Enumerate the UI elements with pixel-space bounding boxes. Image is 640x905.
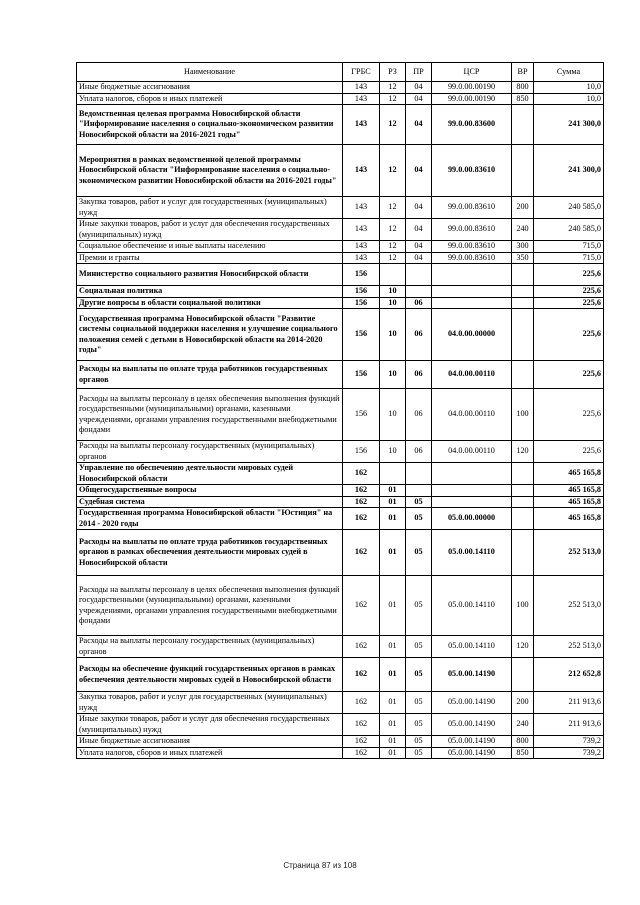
cell-pr: 05 <box>406 636 432 658</box>
cell-name: Расходы на выплаты персоналу в целях обеспечения выполнения функций государственными (муниципальными) органами, казенными учреждениями, органами управления государственными внебюджетными фондами <box>77 576 343 636</box>
cell-rz: 01 <box>380 485 406 497</box>
cell-grbs: 156 <box>343 361 380 389</box>
cell-pr: 06 <box>406 361 432 389</box>
header-sum: Сумма <box>534 63 604 82</box>
table-row <box>77 252 604 264</box>
cell-pr: 05 <box>406 658 432 692</box>
cell-pr <box>406 463 432 485</box>
cell-sum: 225,6 <box>534 361 604 389</box>
cell-sum: 225,6 <box>534 297 604 309</box>
cell-sum: 225,6 <box>534 389 604 441</box>
cell-rz: 01 <box>380 658 406 692</box>
cell-csr <box>432 485 512 497</box>
cell-csr: 05.0.00.14190 <box>432 747 512 759</box>
cell-csr: 99.0.00.83610 <box>432 241 512 253</box>
table-row <box>77 463 604 485</box>
cell-sum: 465 165,8 <box>534 496 604 508</box>
cell-sum: 739,2 <box>534 747 604 759</box>
cell-vr: 350 <box>512 252 534 264</box>
cell-csr: 04.0.00.00110 <box>432 389 512 441</box>
cell-csr: 99.0.00.83600 <box>432 105 512 145</box>
cell-rz: 12 <box>380 105 406 145</box>
cell-csr <box>432 286 512 298</box>
cell-sum: 225,6 <box>534 441 604 463</box>
cell-pr: 05 <box>406 747 432 759</box>
cell-csr <box>432 264 512 286</box>
cell-csr <box>432 297 512 309</box>
cell-sum: 211 913,6 <box>534 714 604 736</box>
table-header-row <box>77 63 604 82</box>
cell-name: Уплата налогов, сборов и иных платежей <box>77 93 343 105</box>
cell-name: Мероприятия в рамках ведомственной целевой программы Новосибирской области "Информирование населения о социально-экономическом развитии Новосибирской области на 2016-2021 годы" <box>77 145 343 197</box>
cell-rz: 01 <box>380 576 406 636</box>
cell-csr: 04.0.00.00110 <box>432 361 512 389</box>
cell-vr: 240 <box>512 714 534 736</box>
cell-rz: 10 <box>380 297 406 309</box>
cell-sum: 225,6 <box>534 264 604 286</box>
table-row <box>77 145 604 197</box>
cell-pr: 06 <box>406 441 432 463</box>
cell-grbs: 156 <box>343 441 380 463</box>
cell-name: Иные закупки товаров, работ и услуг для обеспечения государственных (муниципальных) нужд <box>77 714 343 736</box>
cell-rz: 10 <box>380 441 406 463</box>
table-row <box>77 636 604 658</box>
cell-name: Социальная политика <box>77 286 343 298</box>
cell-vr <box>512 145 534 197</box>
cell-csr: 99.0.00.83610 <box>432 145 512 197</box>
cell-grbs: 156 <box>343 286 380 298</box>
table-row <box>77 93 604 105</box>
cell-grbs: 162 <box>343 714 380 736</box>
cell-pr: 04 <box>406 145 432 197</box>
cell-rz: 01 <box>380 496 406 508</box>
cell-vr <box>512 508 534 530</box>
cell-grbs: 156 <box>343 309 380 361</box>
table-row <box>77 286 604 298</box>
cell-name: Социальное обеспечение и иные выплаты населению <box>77 241 343 253</box>
cell-rz: 12 <box>380 219 406 241</box>
cell-pr: 04 <box>406 219 432 241</box>
cell-grbs: 143 <box>343 252 380 264</box>
cell-vr: 300 <box>512 241 534 253</box>
cell-vr <box>512 463 534 485</box>
cell-grbs: 156 <box>343 297 380 309</box>
cell-pr: 04 <box>406 197 432 219</box>
cell-vr <box>512 361 534 389</box>
cell-grbs: 162 <box>343 463 380 485</box>
cell-sum: 10,0 <box>534 93 604 105</box>
cell-grbs: 162 <box>343 692 380 714</box>
cell-grbs: 162 <box>343 496 380 508</box>
table-row <box>77 714 604 736</box>
cell-name: Уплата налогов, сборов и иных платежей <box>77 747 343 759</box>
cell-sum: 240 585,0 <box>534 197 604 219</box>
cell-rz: 01 <box>380 747 406 759</box>
page-number: Страница 87 из 108 <box>283 861 357 870</box>
cell-sum: 241 300,0 <box>534 145 604 197</box>
header-csr: ЦСР <box>432 63 512 82</box>
cell-vr: 800 <box>512 736 534 748</box>
cell-csr <box>432 463 512 485</box>
cell-name: Государственная программа Новосибирской области "Юстиция" на 2014 - 2020 годы <box>77 508 343 530</box>
cell-csr: 05.0.00.14110 <box>432 530 512 576</box>
cell-grbs: 162 <box>343 530 380 576</box>
cell-name: Закупка товаров, работ и услуг для государственных (муниципальных) нужд <box>77 197 343 219</box>
cell-name: Министерство социального развития Новосибирской области <box>77 264 343 286</box>
cell-vr <box>512 496 534 508</box>
cell-sum: 241 300,0 <box>534 105 604 145</box>
header-name: Наименование <box>77 63 343 82</box>
cell-name: Закупка товаров, работ и услуг для государственных (муниципальных) нужд <box>77 692 343 714</box>
cell-grbs: 162 <box>343 747 380 759</box>
table-row <box>77 361 604 389</box>
cell-vr: 200 <box>512 197 534 219</box>
cell-sum: 252 513,0 <box>534 576 604 636</box>
cell-rz: 01 <box>380 714 406 736</box>
table-row <box>77 197 604 219</box>
cell-pr: 05 <box>406 576 432 636</box>
cell-name: Государственная программа Новосибирской области "Развитие системы социальной поддержки населения и улучшение социального положения семей с детьми в Новосибирской области на 2014-2020 годы" <box>77 309 343 361</box>
cell-grbs: 143 <box>343 197 380 219</box>
cell-pr: 04 <box>406 252 432 264</box>
header-vr: ВР <box>512 63 534 82</box>
cell-grbs: 162 <box>343 658 380 692</box>
cell-pr: 04 <box>406 105 432 145</box>
cell-grbs: 143 <box>343 105 380 145</box>
cell-pr: 05 <box>406 692 432 714</box>
cell-name: Расходы на выплаты персоналу государственных (муниципальных) органов <box>77 636 343 658</box>
cell-csr <box>432 496 512 508</box>
header-pr: ПР <box>406 63 432 82</box>
cell-csr: 99.0.00.83610 <box>432 219 512 241</box>
cell-sum: 252 513,0 <box>534 530 604 576</box>
cell-csr: 04.0.00.00110 <box>432 441 512 463</box>
cell-vr: 200 <box>512 692 534 714</box>
cell-sum: 465 165,8 <box>534 508 604 530</box>
cell-csr: 99.0.00.00190 <box>432 93 512 105</box>
cell-csr: 05.0.00.14190 <box>432 658 512 692</box>
cell-name: Расходы на выплаты по оплате труда работников государственных органов <box>77 361 343 389</box>
table-body <box>77 82 604 759</box>
table-row <box>77 692 604 714</box>
cell-name: Другие вопросы в области социальной политики <box>77 297 343 309</box>
cell-sum: 739,2 <box>534 736 604 748</box>
cell-sum: 252 513,0 <box>534 636 604 658</box>
cell-name: Иные бюджетные ассигнования <box>77 736 343 748</box>
cell-vr <box>512 530 534 576</box>
cell-grbs: 143 <box>343 145 380 197</box>
table-row <box>77 736 604 748</box>
cell-rz: 12 <box>380 197 406 219</box>
cell-pr <box>406 264 432 286</box>
cell-csr: 05.0.00.00000 <box>432 508 512 530</box>
table-row <box>77 747 604 759</box>
header-grbs: ГРБС <box>343 63 380 82</box>
cell-rz: 01 <box>380 736 406 748</box>
cell-rz: 10 <box>380 286 406 298</box>
cell-pr <box>406 485 432 497</box>
cell-vr: 800 <box>512 82 534 94</box>
cell-csr: 05.0.00.14190 <box>432 714 512 736</box>
cell-grbs: 143 <box>343 219 380 241</box>
cell-sum: 212 652,8 <box>534 658 604 692</box>
table-row <box>77 441 604 463</box>
cell-vr <box>512 264 534 286</box>
cell-csr: 05.0.00.14110 <box>432 576 512 636</box>
table-row <box>77 297 604 309</box>
cell-csr: 99.0.00.83610 <box>432 252 512 264</box>
cell-name: Управление по обеспечению деятельности мировых судей Новосибирской области <box>77 463 343 485</box>
cell-vr: 850 <box>512 93 534 105</box>
cell-grbs: 162 <box>343 485 380 497</box>
cell-vr: 120 <box>512 441 534 463</box>
cell-rz: 01 <box>380 530 406 576</box>
cell-vr <box>512 309 534 361</box>
table-row <box>77 576 604 636</box>
cell-name: Расходы на обеспечение функций государственных органов в рамках обеспечения деятельности мировых судей в Новосибирской области <box>77 658 343 692</box>
cell-grbs: 162 <box>343 636 380 658</box>
table-row <box>77 264 604 286</box>
cell-grbs: 162 <box>343 508 380 530</box>
cell-grbs: 143 <box>343 82 380 94</box>
cell-grbs: 162 <box>343 576 380 636</box>
cell-sum: 211 913,6 <box>534 692 604 714</box>
cell-vr <box>512 105 534 145</box>
cell-rz: 12 <box>380 93 406 105</box>
cell-rz: 10 <box>380 389 406 441</box>
cell-vr <box>512 297 534 309</box>
cell-pr: 05 <box>406 736 432 748</box>
cell-name: Расходы на выплаты по оплате труда работников государственных органов в рамках обеспечения деятельности мировых судей в Новосибирской области <box>77 530 343 576</box>
cell-csr: 04.0.00.00000 <box>432 309 512 361</box>
cell-rz <box>380 264 406 286</box>
cell-rz <box>380 463 406 485</box>
cell-pr: 04 <box>406 93 432 105</box>
cell-rz: 12 <box>380 82 406 94</box>
table-row <box>77 508 604 530</box>
cell-grbs: 143 <box>343 241 380 253</box>
cell-vr <box>512 658 534 692</box>
cell-vr: 100 <box>512 389 534 441</box>
table-row <box>77 658 604 692</box>
cell-csr: 99.0.00.83610 <box>432 197 512 219</box>
cell-pr: 04 <box>406 241 432 253</box>
table-row <box>77 309 604 361</box>
table-row <box>77 219 604 241</box>
cell-vr: 120 <box>512 636 534 658</box>
cell-pr: 06 <box>406 309 432 361</box>
cell-sum: 465 165,8 <box>534 485 604 497</box>
cell-pr: 05 <box>406 496 432 508</box>
cell-pr: 06 <box>406 297 432 309</box>
cell-pr: 06 <box>406 389 432 441</box>
cell-sum: 225,6 <box>534 309 604 361</box>
cell-name: Иные закупки товаров, работ и услуг для обеспечения государственных (муниципальных) нужд <box>77 219 343 241</box>
header-rz: РЗ <box>380 63 406 82</box>
cell-sum: 240 585,0 <box>534 219 604 241</box>
cell-vr: 100 <box>512 576 534 636</box>
cell-name: Расходы на выплаты персоналу в целях обеспечения выполнения функций государственными (муниципальными) органами, казенными учреждениями, органами управления государственными внебюджетными фондами <box>77 389 343 441</box>
table-row <box>77 530 604 576</box>
table-row <box>77 496 604 508</box>
cell-rz: 12 <box>380 145 406 197</box>
cell-rz: 01 <box>380 636 406 658</box>
cell-rz: 10 <box>380 361 406 389</box>
table-row <box>77 105 604 145</box>
cell-rz: 12 <box>380 241 406 253</box>
cell-sum: 715,0 <box>534 241 604 253</box>
cell-pr: 05 <box>406 714 432 736</box>
cell-grbs: 143 <box>343 93 380 105</box>
cell-csr: 05.0.00.14190 <box>432 736 512 748</box>
cell-rz: 01 <box>380 508 406 530</box>
cell-pr: 04 <box>406 82 432 94</box>
cell-csr: 05.0.00.14110 <box>432 636 512 658</box>
cell-csr: 05.0.00.14190 <box>432 692 512 714</box>
cell-vr <box>512 485 534 497</box>
cell-rz: 12 <box>380 252 406 264</box>
cell-rz: 10 <box>380 309 406 361</box>
budget-table <box>76 62 604 759</box>
table-row <box>77 389 604 441</box>
cell-pr: 05 <box>406 508 432 530</box>
cell-sum: 10,0 <box>534 82 604 94</box>
cell-grbs: 156 <box>343 264 380 286</box>
cell-name: Премии и гранты <box>77 252 343 264</box>
cell-name: Иные бюджетные ассигнования <box>77 82 343 94</box>
cell-vr: 850 <box>512 747 534 759</box>
cell-grbs: 162 <box>343 736 380 748</box>
cell-csr: 99.0.00.00190 <box>432 82 512 94</box>
cell-sum: 225,6 <box>534 286 604 298</box>
cell-name: Расходы на выплаты персоналу государственных (муниципальных) органов <box>77 441 343 463</box>
cell-name: Общегосударственные вопросы <box>77 485 343 497</box>
table-row <box>77 485 604 497</box>
cell-rz: 01 <box>380 692 406 714</box>
cell-name: Ведомственная целевая программа Новосибирской области "Информирование населения о социально-экономическом развитии Новосибирской области на 2016-2021 годы" <box>77 105 343 145</box>
cell-grbs: 156 <box>343 389 380 441</box>
cell-vr <box>512 286 534 298</box>
cell-sum: 715,0 <box>534 252 604 264</box>
cell-pr: 05 <box>406 530 432 576</box>
cell-sum: 465 165,8 <box>534 463 604 485</box>
cell-name: Судебная система <box>77 496 343 508</box>
cell-vr: 240 <box>512 219 534 241</box>
table-row <box>77 82 604 94</box>
cell-pr <box>406 286 432 298</box>
table-row <box>77 241 604 253</box>
